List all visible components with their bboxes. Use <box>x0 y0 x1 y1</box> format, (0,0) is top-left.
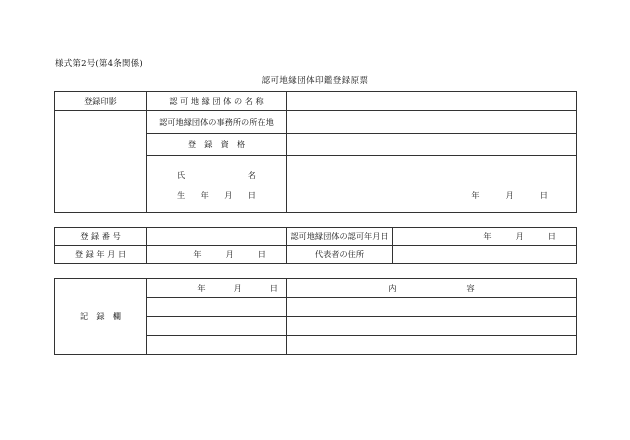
registration-table <box>54 91 577 213</box>
birth-day-label: 日 <box>247 190 256 200</box>
name-label-second: 名 <box>247 170 256 180</box>
name-birth-field[interactable] <box>287 156 577 213</box>
name-label-first: 氏 <box>177 170 186 180</box>
approval-date-field[interactable] <box>393 228 577 246</box>
record-date-field[interactable] <box>147 298 287 317</box>
record-date-header <box>147 279 287 298</box>
content-label-second: 容 <box>466 282 475 293</box>
representative-address-field[interactable] <box>393 246 577 264</box>
birth-month-label: 月 <box>224 190 233 200</box>
registration-date-field[interactable] <box>147 246 287 264</box>
org-name-field[interactable] <box>287 92 577 111</box>
record-year-label: 年 <box>197 282 206 293</box>
record-date-field[interactable] <box>147 336 287 355</box>
date-month-label: 月 <box>505 190 514 200</box>
qualification-label: 登 録 資 格 <box>147 134 287 156</box>
registration-month-label: 月 <box>225 249 234 259</box>
org-name-label: 認 可 地 縁 団 体 の 名 称 <box>147 92 287 111</box>
representative-address-label: 代表者の住所 <box>287 246 393 264</box>
record-date-field[interactable] <box>147 317 287 336</box>
record-content-field[interactable] <box>287 298 577 317</box>
birth-label: 生 <box>177 190 186 200</box>
document-title: 認可地縁団体印鑑登録原票 <box>261 76 369 86</box>
office-address-field[interactable] <box>287 111 577 134</box>
approval-day-label: 日 <box>547 231 556 241</box>
registration-year-label: 年 <box>193 249 202 259</box>
name-birth-label-cell <box>147 156 287 213</box>
registration-info-table <box>54 227 577 264</box>
registration-number-field[interactable] <box>147 228 287 246</box>
date-day-label: 日 <box>539 190 548 200</box>
seal-label: 登録印影 <box>55 92 147 111</box>
registration-number-label: 登 録 番 号 <box>55 228 147 246</box>
content-label-first: 内 <box>388 282 397 293</box>
registration-day-label: 日 <box>257 249 266 259</box>
record-content-field[interactable] <box>287 317 577 336</box>
record-label: 記 録 欄 <box>55 279 147 355</box>
record-month-label: 月 <box>233 282 242 293</box>
office-address-label: 認可地縁団体の事務所の所在地 <box>147 111 287 134</box>
approval-year-label: 年 <box>483 231 492 241</box>
record-table <box>54 278 577 355</box>
qualification-field[interactable] <box>287 134 577 156</box>
date-year-label: 年 <box>471 190 480 200</box>
record-day-label: 日 <box>269 282 278 293</box>
approval-month-label: 月 <box>515 231 524 241</box>
registration-date-label: 登 録 年 月 日 <box>55 246 147 264</box>
form-number: 様式第2号(第4条関係) <box>55 59 143 69</box>
record-content-field[interactable] <box>287 336 577 355</box>
seal-impression-field[interactable] <box>55 111 147 213</box>
record-content-header <box>287 279 577 298</box>
approval-date-label: 認可地縁団体の認可年月日 <box>287 228 393 246</box>
birth-year-label: 年 <box>200 190 209 200</box>
